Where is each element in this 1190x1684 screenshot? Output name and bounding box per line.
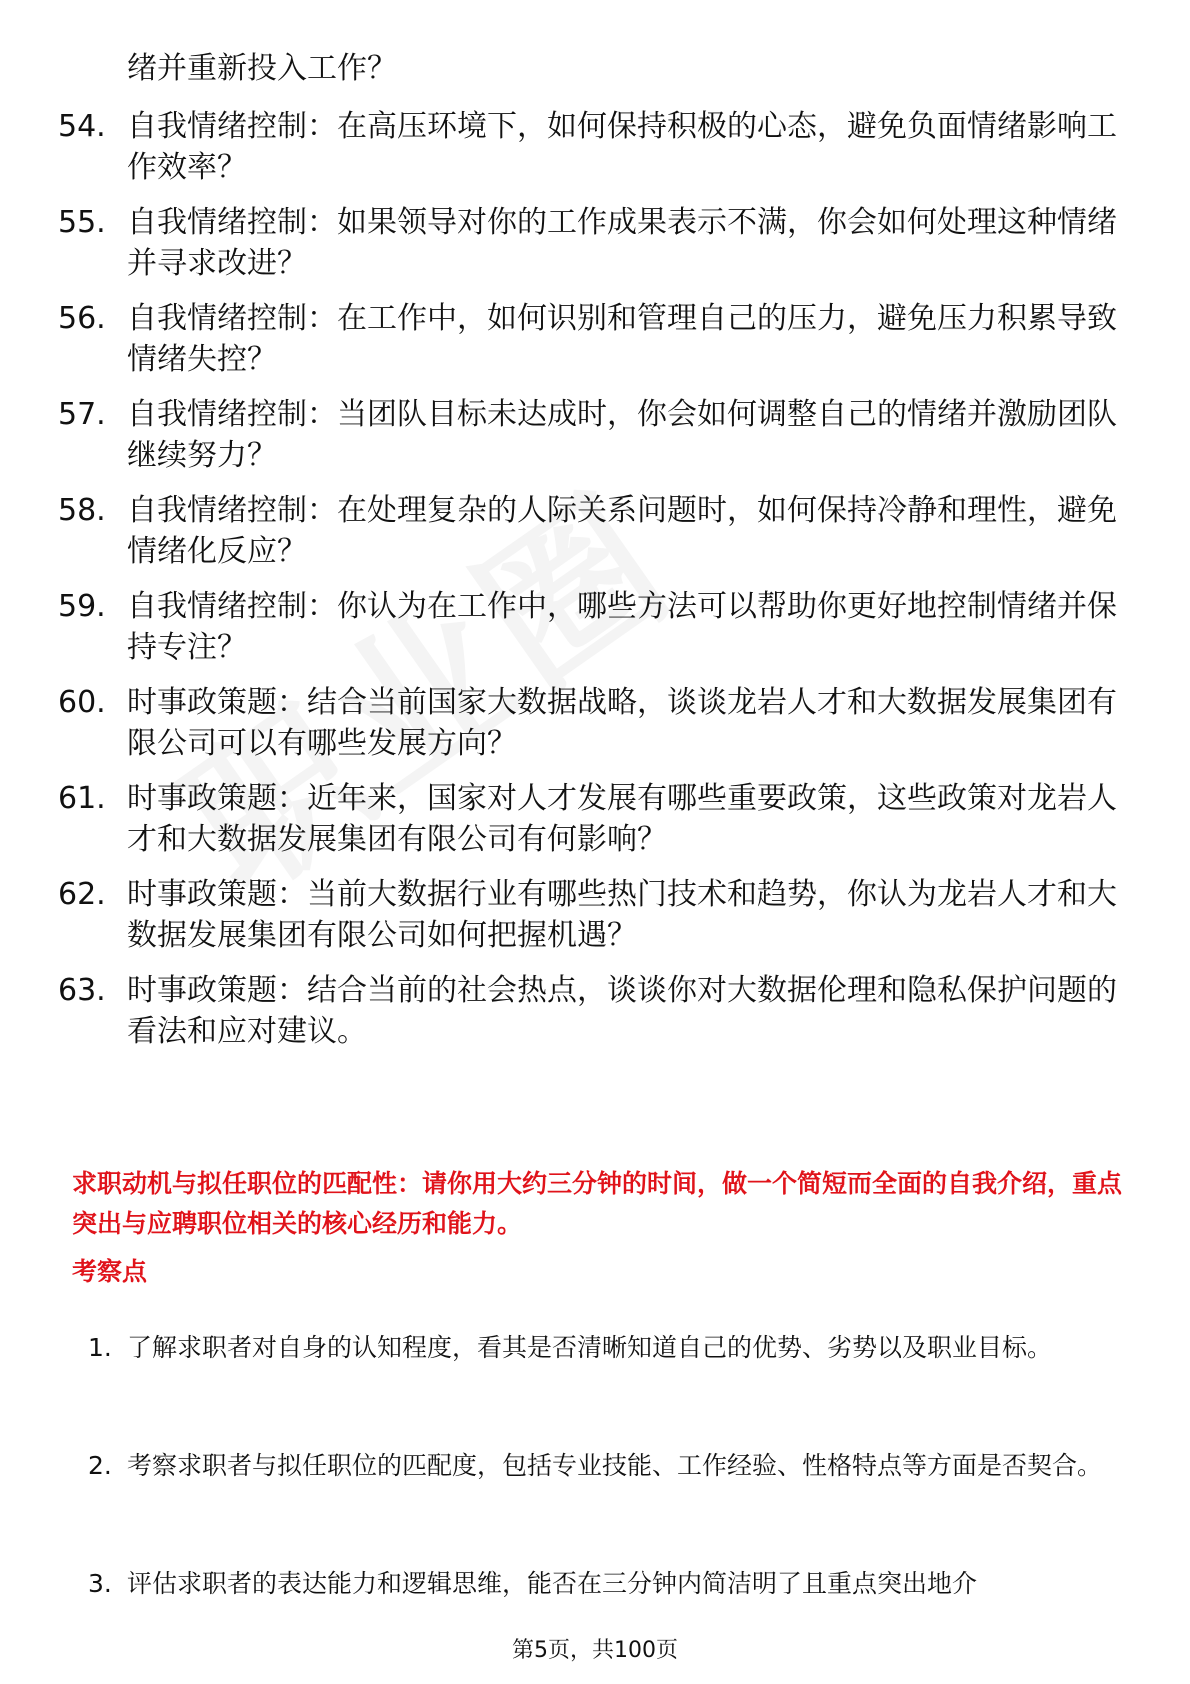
- question-number: 62.: [58, 877, 106, 912]
- question-text: 自我情绪控制：如果领导对你的工作成果表示不满，你会如何处理这种情绪并寻求改进？: [127, 205, 1117, 281]
- question-number: 56.: [58, 301, 106, 336]
- question-text: 自我情绪控制：在高压环境下，如何保持积极的心态，避免负面情绪影响工作效率？: [127, 109, 1117, 185]
- question-text: 时事政策题：结合当前国家大数据战略，谈谈龙岩人才和大数据发展集团有限公司可以有哪些发展方向？: [127, 685, 1117, 761]
- question-number: 61.: [58, 781, 106, 816]
- question-number: 54.: [58, 109, 106, 144]
- point-number: 3.: [88, 1569, 112, 1598]
- highlight-question: 求职动机与拟任职位的匹配性：请你用大约三分钟的时间，做一个简短而全面的自我介绍，重点突出与应聘职位相关的核心经历和能力。: [72, 1169, 1123, 1238]
- point-number: 2.: [88, 1451, 112, 1480]
- point-number: 1.: [88, 1333, 112, 1362]
- question-number: 63.: [58, 973, 106, 1008]
- question-text: 时事政策题：当前大数据行业有哪些热门技术和趋势，你认为龙岩人才和大数据发展集团有限公司如何把握机遇？: [127, 877, 1117, 953]
- question-text: 自我情绪控制：在处理复杂的人际关系问题时，如何保持冷静和理性，避免情绪化反应？: [127, 493, 1117, 569]
- question-text: 时事政策题：结合当前的社会热点，谈谈你对大数据伦理和隐私保护问题的看法和应对建议。: [127, 973, 1117, 1049]
- question-text: 自我情绪控制：当团队目标未达成时，你会如何调整自己的情绪并激励团队继续努力？: [127, 397, 1117, 473]
- question-text: 自我情绪控制：你认为在工作中，哪些方法可以帮助你更好地控制情绪并保持专注？: [127, 589, 1117, 665]
- continuation-text: 绪并重新投入工作？: [127, 51, 397, 86]
- point-text: 评估求职者的表达能力和逻辑思维，能否在三分钟内简洁明了且重点突出地介: [127, 1569, 978, 1598]
- page-footer: 第5页，共100页: [512, 1638, 678, 1663]
- question-number: 60.: [58, 685, 106, 720]
- point-text: 了解求职者对自身的认知程度，看其是否清晰知道自己的优势、劣势以及职业目标。: [127, 1333, 1053, 1362]
- question-number: 55.: [58, 205, 106, 240]
- question-text: 自我情绪控制：在工作中，如何识别和管理自己的压力，避免压力积累导致情绪失控？: [127, 301, 1117, 377]
- point-text: 考察求职者与拟任职位的匹配度，包括专业技能、工作经验、性格特点等方面是否契合。: [127, 1451, 1103, 1480]
- question-number: 58.: [58, 493, 106, 528]
- question-number: 59.: [58, 589, 106, 624]
- question-number: 57.: [58, 397, 106, 432]
- section-title: 考察点: [72, 1257, 148, 1286]
- question-text: 时事政策题：近年来，国家对人才发展有哪些重要政策，这些政策对龙岩人才和大数据发展集团有限公司有何影响？: [127, 781, 1117, 857]
